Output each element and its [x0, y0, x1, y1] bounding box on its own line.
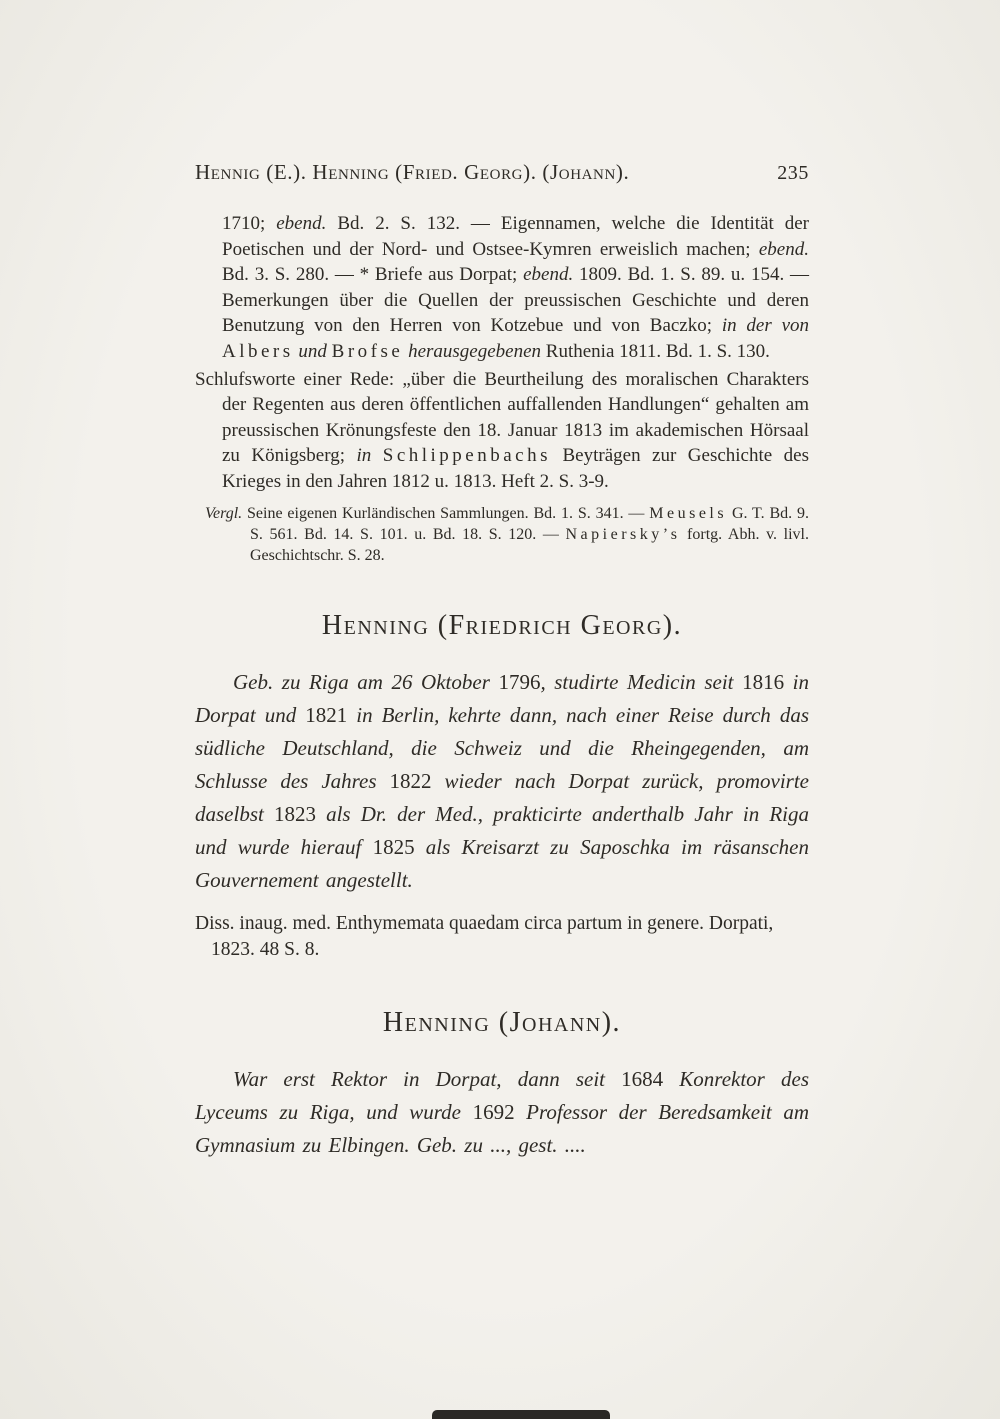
text-run: als Kreisarzt zu Saposchka im räsanschen Gouvernement angestellt. — [195, 834, 810, 892]
text-run: , studirte Medicin seit — [540, 669, 743, 694]
text-run: Napiersky’s — [565, 525, 681, 543]
text-run: 1822 — [389, 768, 432, 793]
running-head-title: Hennig (E.). Henning (Fried. Georg). (Johann). — [195, 160, 630, 184]
text-run: Professor der Beredsamkeit am Gymnasium zu Elbingen. Geb. zu ..., gest. .... — [195, 1099, 809, 1157]
bio-henning-friedrich-georg — [195, 666, 809, 897]
text-run — [371, 445, 382, 466]
text-run: Schlufsworte einer Rede: „über die Beurtheilung des moralischen Charakters der Regenten aus deren öffentlichen auffallenden Handlungen“ gehalten am preussischen Krönungsfeste den 18. Januar 1813 im akademischen Hörsaal zu Königsberg; — [195, 368, 809, 467]
text-run: und — [298, 340, 327, 362]
text-run: 1823 — [273, 801, 316, 826]
text-run: Schlippenbachs — [382, 445, 552, 467]
text-run: herausgegebenen — [408, 340, 542, 362]
text-run: 1710; — [222, 213, 277, 234]
text-run: in der von — [721, 315, 810, 337]
text-run: fortg. Abh. v. livl. Geschichtschr. S. 28. — [250, 525, 809, 564]
text-run: ebend. — [523, 264, 574, 286]
text-run: 1692 — [472, 1099, 515, 1124]
text-run: Brofse — [331, 340, 404, 362]
text-run: 1825 — [372, 834, 415, 859]
text-run: 1684 — [621, 1066, 664, 1091]
text-run: ebend. — [276, 213, 327, 234]
text-run: in Dorpat und — [195, 669, 809, 727]
page-number: 235 — [777, 162, 809, 184]
text-run: Meusels — [649, 504, 728, 522]
bio-henning-johann — [195, 1063, 809, 1162]
text-run: Ruthenia 1811. Bd. 1. S. 130. — [541, 340, 770, 362]
text-run: Bd. 2. S. 132. — Eigennamen, welche die Identität der Poetischen und der Nord- und Ostsee-Kymren erweislich machen; — [222, 213, 809, 260]
running-head — [195, 160, 809, 185]
text-run: 1821 — [305, 702, 348, 727]
entry-hennig-schlussworte — [195, 367, 809, 495]
text-run: 1796 — [498, 669, 541, 694]
reference-note-vergl — [195, 503, 809, 566]
section-heading-henning-friedrich-georg: Henning (Friedrich Georg). — [321, 609, 683, 641]
text-run: Vergl. — [205, 504, 243, 522]
dissertation-note — [195, 911, 809, 963]
text-run: 1816 — [742, 669, 785, 694]
text-run: G. T. Bd. 9. S. 561. Bd. 14. S. 101. u. Bd. 18. S. 120. — — [250, 504, 810, 543]
text-run: ebend. — [758, 238, 809, 260]
text-run: Geb. zu Riga am 26 Oktober — [233, 669, 499, 694]
text-run: Diss. inaug. med. Enthymemata quaedam circa partum in genere. Dorpati, 1823. 48 S. 8. — [195, 912, 774, 960]
section-heading-henning-johann: Henning (Johann). — [382, 1006, 622, 1038]
text-run: War erst Rektor in Dorpat, dann seit — [233, 1066, 622, 1091]
text-run: in Berlin, kehrte dann, nach einer Reise durch das südliche Deutschland, die Schweiz und die Rheingegenden, am Schlusse des Jahres — [195, 702, 809, 793]
text-run: Konrektor des Lyceums zu Riga, und wurde — [195, 1066, 809, 1124]
text-run: Seine eigenen Kurländischen Sammlungen. Bd. 1. S. 341. — — [242, 504, 650, 522]
text-column — [195, 160, 809, 1172]
entry-hennig-continuation — [195, 211, 809, 365]
text-run: Bd. 3. S. 280. — * Briefe aus Dorpat; — [222, 264, 524, 286]
text-run: Beyträgen zur Geschichte des Krieges in den Jahren 1812 u. 1813. Heft 2. S. 3-9. — [222, 445, 809, 492]
text-run: wieder nach Dorpat zurück, promovirte daselbst — [195, 768, 809, 826]
text-run: Albers — [222, 340, 294, 362]
text-run: 1809. Bd. 1. S. 89. u. 154. — Bemerkungen über die Quellen der preussischen Geschichte und deren Benutzung von den Herren von Kotzebue und von Baczko; — [222, 264, 809, 337]
scan-artifact — [432, 1410, 610, 1419]
text-run: als Dr. der Med., prakticirte anderthalb Jahr in Riga und wurde hierauf — [195, 801, 809, 859]
text-run: in — [356, 445, 372, 467]
